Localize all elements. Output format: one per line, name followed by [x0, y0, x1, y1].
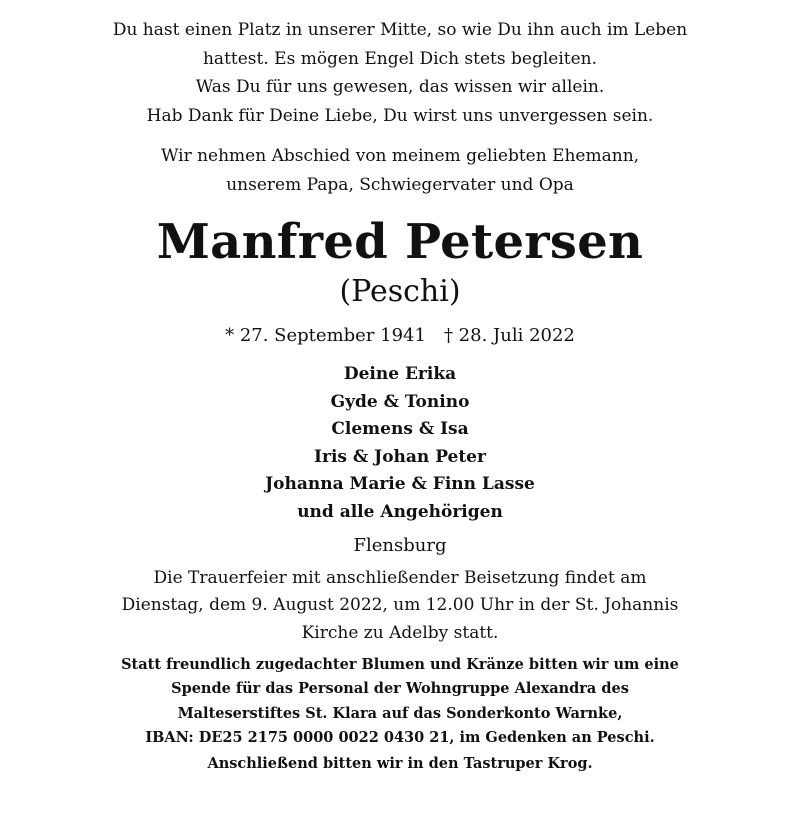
- family-member: Johanna Marie & Finn Lasse: [265, 474, 535, 495]
- funeral-service-info: [0, 565, 800, 648]
- closing-note: Anschließend bitten wir in den Tastruper Krog.: [207, 755, 593, 773]
- donation-line: Statt freundlich zugedachter Blumen und Kränze bitten wir um eine: [121, 656, 679, 674]
- service-line: Die Trauerfeier mit anschließender Beisetzung findet am: [153, 567, 647, 588]
- service-line: Dienstag, dem 9. August 2022, um 12.00 Uhr in der St. Johannis: [121, 595, 679, 616]
- service-line: Kirche zu Adelby statt.: [301, 622, 499, 643]
- intro-line: unserem Papa, Schwiegervater und Opa: [226, 174, 574, 195]
- deceased-name: Manfred Petersen: [156, 214, 644, 270]
- family-list: [0, 361, 800, 527]
- poem-line: Du hast einen Platz in unserer Mitte, so wie Du ihn auch im Leben: [112, 20, 688, 40]
- poem-line: hattest. Es mögen Engel Dich stets begleiten.: [202, 48, 598, 69]
- donation-line: IBAN: DE25 2175 0000 0022 0430 21, im Gedenken an Peschi.: [145, 728, 655, 746]
- family-member: Deine Erika: [343, 364, 457, 384]
- place-name: Flensburg: [353, 534, 447, 556]
- poem-line: Hab Dank für Deine Liebe, Du wirst uns unvergessen sein.: [146, 105, 654, 126]
- family-member: Clemens & Isa: [331, 419, 469, 440]
- donation-request: [0, 653, 800, 750]
- deceased-nickname: (Peschi): [339, 274, 461, 309]
- family-member: Iris & Johan Peter: [314, 446, 486, 467]
- intro-line: Wir nehmen Abschied von meinem geliebten Ehemann,: [160, 146, 640, 166]
- birth-date: * 27. September 1941: [225, 325, 426, 346]
- family-member: Gyde & Tonino: [330, 391, 470, 412]
- donation-line: Spende für das Personal der Wohngruppe Alexandra des: [171, 680, 629, 698]
- donation-line: Malteserstiftes St. Klara auf das Sonderkonto Warnke,: [177, 704, 623, 722]
- farewell-intro: [0, 142, 800, 199]
- life-dates: [0, 323, 800, 349]
- family-member: und alle Angehörigen: [297, 501, 503, 522]
- poem-line: Was Du für uns gewesen, das wissen wir allein.: [195, 77, 605, 97]
- death-date: † 28. Juli 2022: [443, 325, 575, 346]
- memorial-poem: [0, 16, 800, 130]
